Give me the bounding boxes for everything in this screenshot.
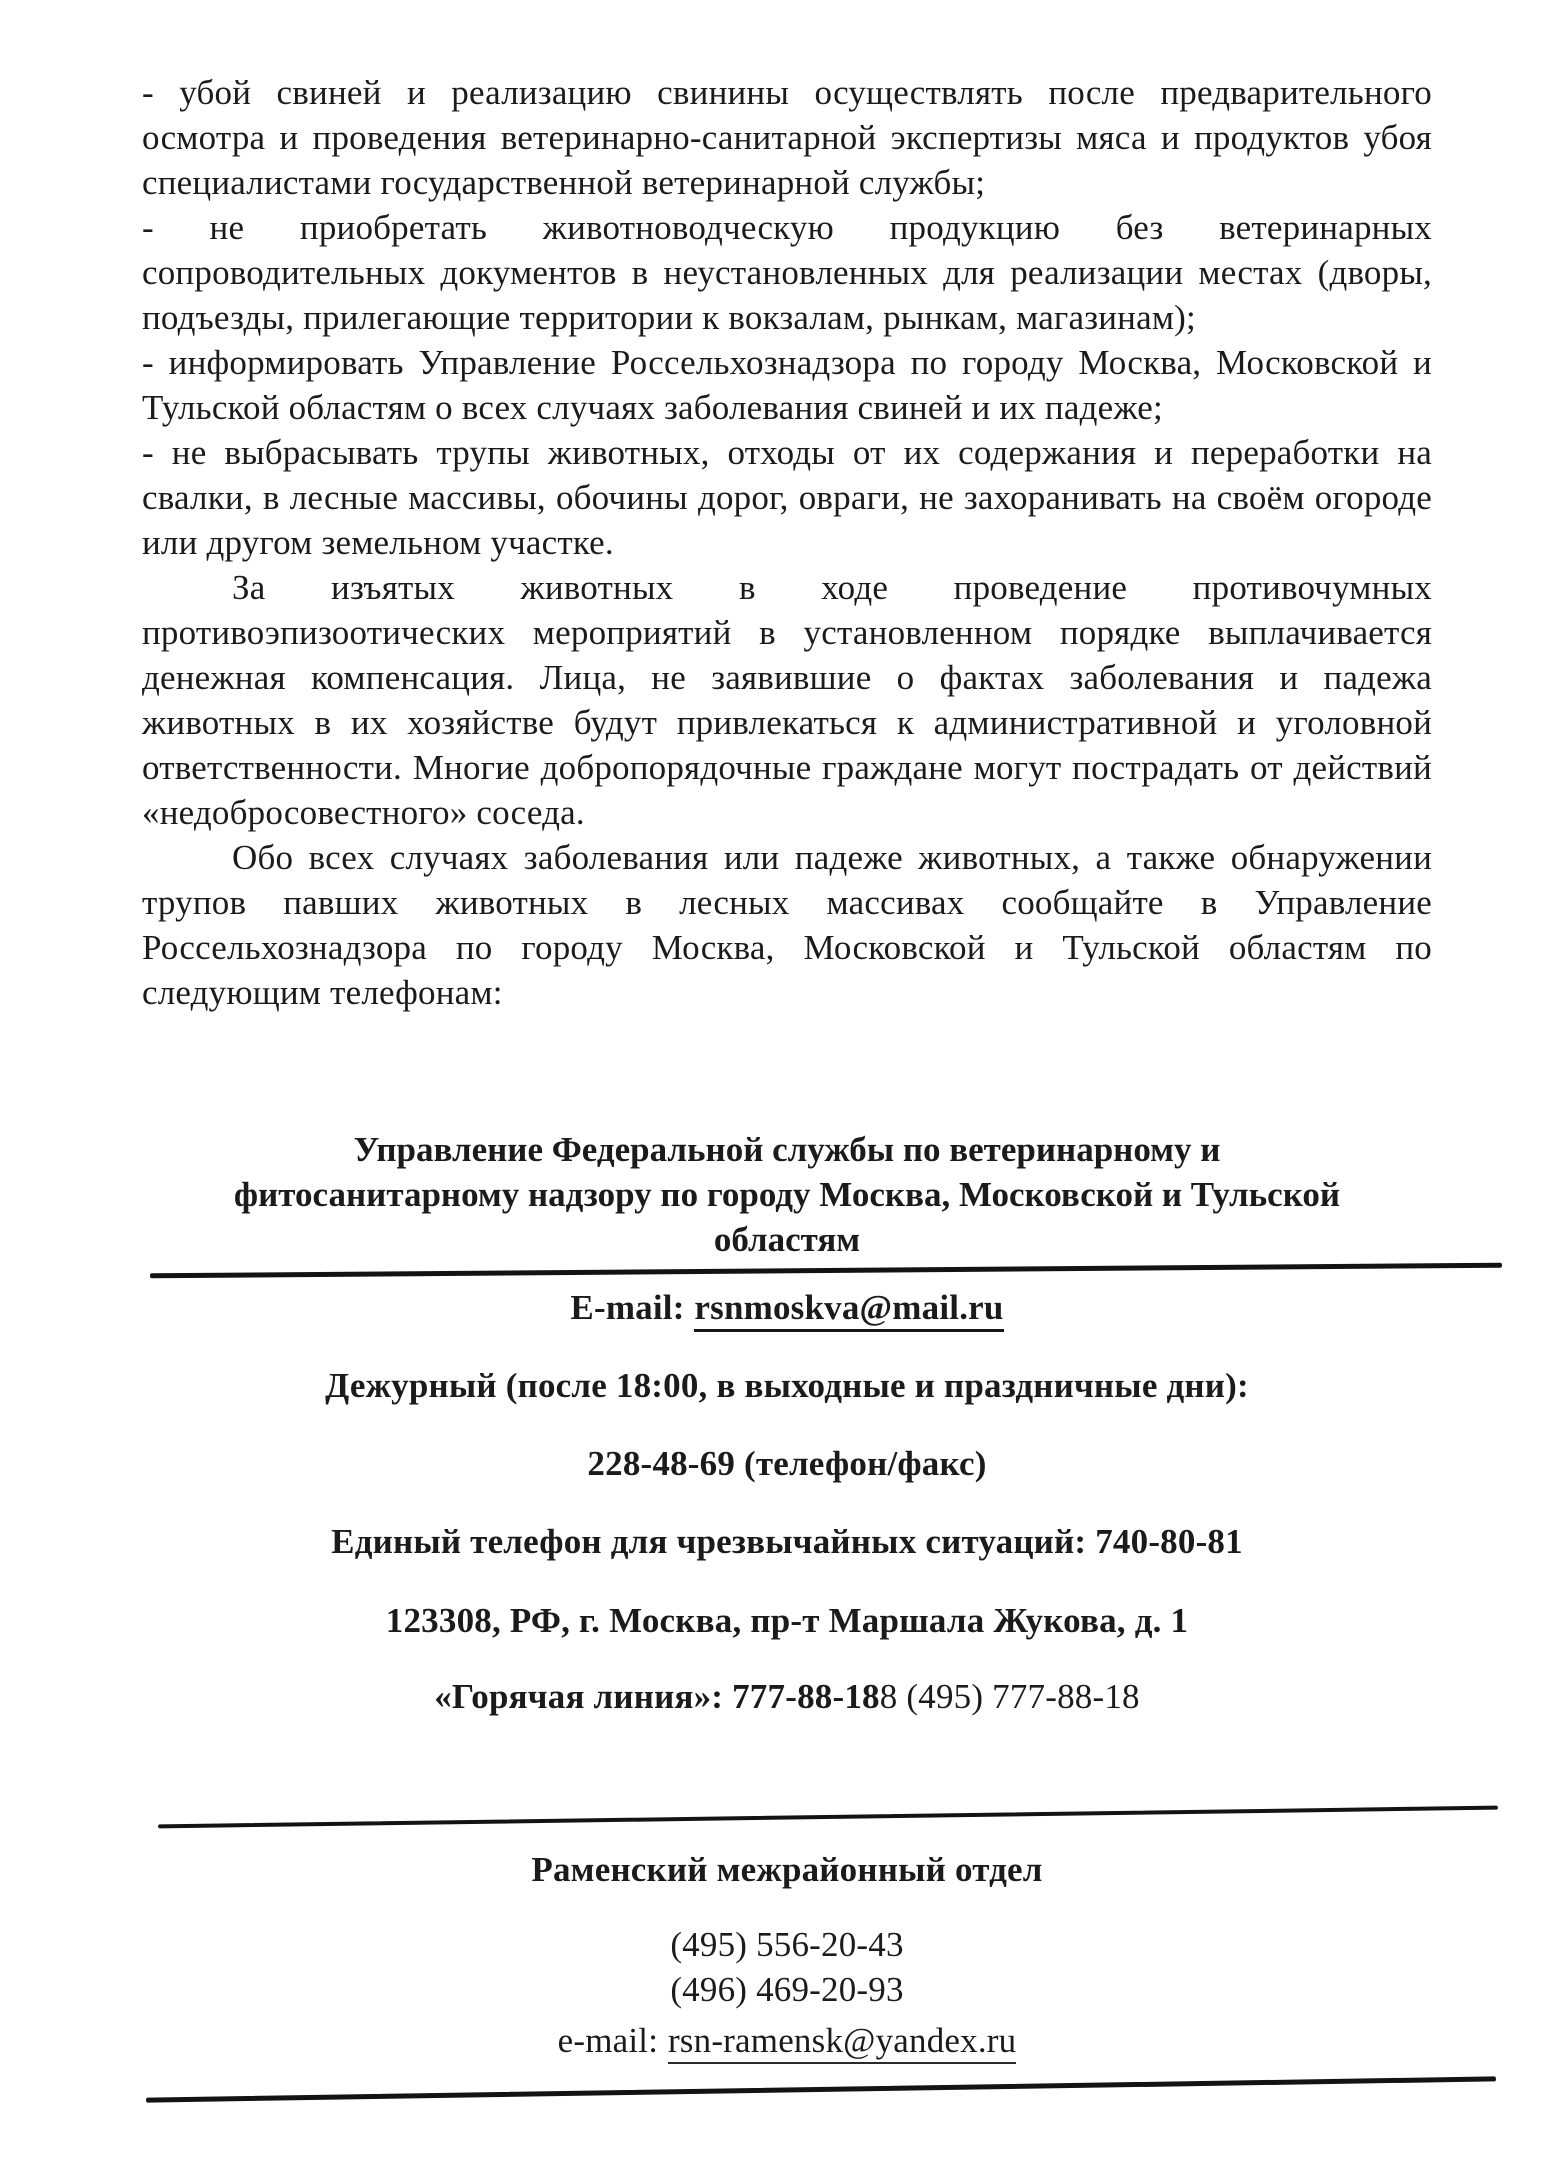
org-heading-line: фитосанитарному надзору по городу Москва, Московской и Тульской bbox=[233, 1175, 1341, 1214]
ramensky-office-title: Раменский межрайонный отдел bbox=[531, 1850, 1043, 1889]
body-paragraph: За изъятых животных в ходе проведение противочумных противоэпизоотических мероприятий в установленном порядке выплачивается денежная компенсация. Лица, не заявившие о фактах заболевания и падежа животных в их хозяйстве будут привлекаться к административной и уголовной ответственности. Многие добропорядочные граждане могут пострадать от действий «недобросовестного» соседа. bbox=[142, 568, 1432, 832]
body-paragraph: - не приобретать животноводческую продукцию без ветеринарных сопроводительных документов в неустановленных для реализации местах (дворы, подъезды, прилегающие территории к вокзалам, рынкам, магазинам); bbox=[142, 208, 1432, 337]
body-paragraph: - не выбрасывать трупы животных, отходы от их содержания и переработки на свалки, в лесные массивы, обочины дорог, овраги, не захоранивать на своём огороде или другом земельном участке. bbox=[142, 433, 1432, 562]
body-text-block bbox=[142, 70, 1432, 1119]
duty-phone-line: 228-48-69 (телефон/факс) bbox=[587, 1444, 987, 1483]
body-paragraph: - убой свиней и реализацию свинины осуществлять после предварительного осмотра и проведения ветеринарно-санитарной экспертизы мяса и продуктов убоя специалистами государственной ветеринарной службы; bbox=[142, 73, 1432, 202]
body-paragraph: Обо всех случаях заболевания или падеже животных, а также обнаружении трупов павших животных в лесных массивах сообщайте в Управление Россельхознадзора по городу Москва, Московской и Тульской областям по следующим телефонам: bbox=[142, 838, 1432, 1012]
separator-line bbox=[158, 1806, 1498, 1829]
org-heading bbox=[142, 1127, 1432, 1262]
body-paragraph: - информировать Управление Россельхознадзора по городу Москва, Московской и Тульской областям о всех случаях заболевания свиней и их падеже; bbox=[142, 343, 1432, 427]
email-label: E-mail: bbox=[570, 1288, 685, 1327]
main-email-line bbox=[142, 1285, 1432, 1330]
ramensky-phone-1: (495) 556-20-43 bbox=[670, 1925, 904, 1964]
main-email-address: rsnmoskva@mail.ru bbox=[694, 1288, 1003, 1332]
org-heading-line: областям bbox=[713, 1220, 861, 1259]
org-heading-line: Управление Федеральной службы по ветеринарному и bbox=[353, 1130, 1221, 1169]
separator-line bbox=[150, 1263, 1502, 1279]
hotline-label: «Горячая линия»: 777-88-18 bbox=[434, 1677, 880, 1716]
hotline-line bbox=[142, 1674, 1432, 1719]
duty-hours-line: Дежурный (после 18:00, в выходные и праздничные дни): bbox=[325, 1366, 1249, 1405]
separator-line bbox=[146, 2076, 1496, 2102]
ramensky-email-line bbox=[142, 2018, 1432, 2063]
hotline-number: 8 (495) 777-88-18 bbox=[879, 1677, 1140, 1716]
office-address-line: 123308, РФ, г. Москва, пр-т Маршала Жукова, д. 1 bbox=[385, 1601, 1189, 1640]
email-label: e-mail: bbox=[557, 2021, 659, 2060]
ramensky-email-address: rsn-ramensk@yandex.ru bbox=[668, 2021, 1016, 2064]
emergency-phone-line: Единый телефон для чрезвычайных ситуаций: 740-80-81 bbox=[331, 1522, 1243, 1561]
ramensky-phone-2: (496) 469-20-93 bbox=[670, 1970, 904, 2009]
